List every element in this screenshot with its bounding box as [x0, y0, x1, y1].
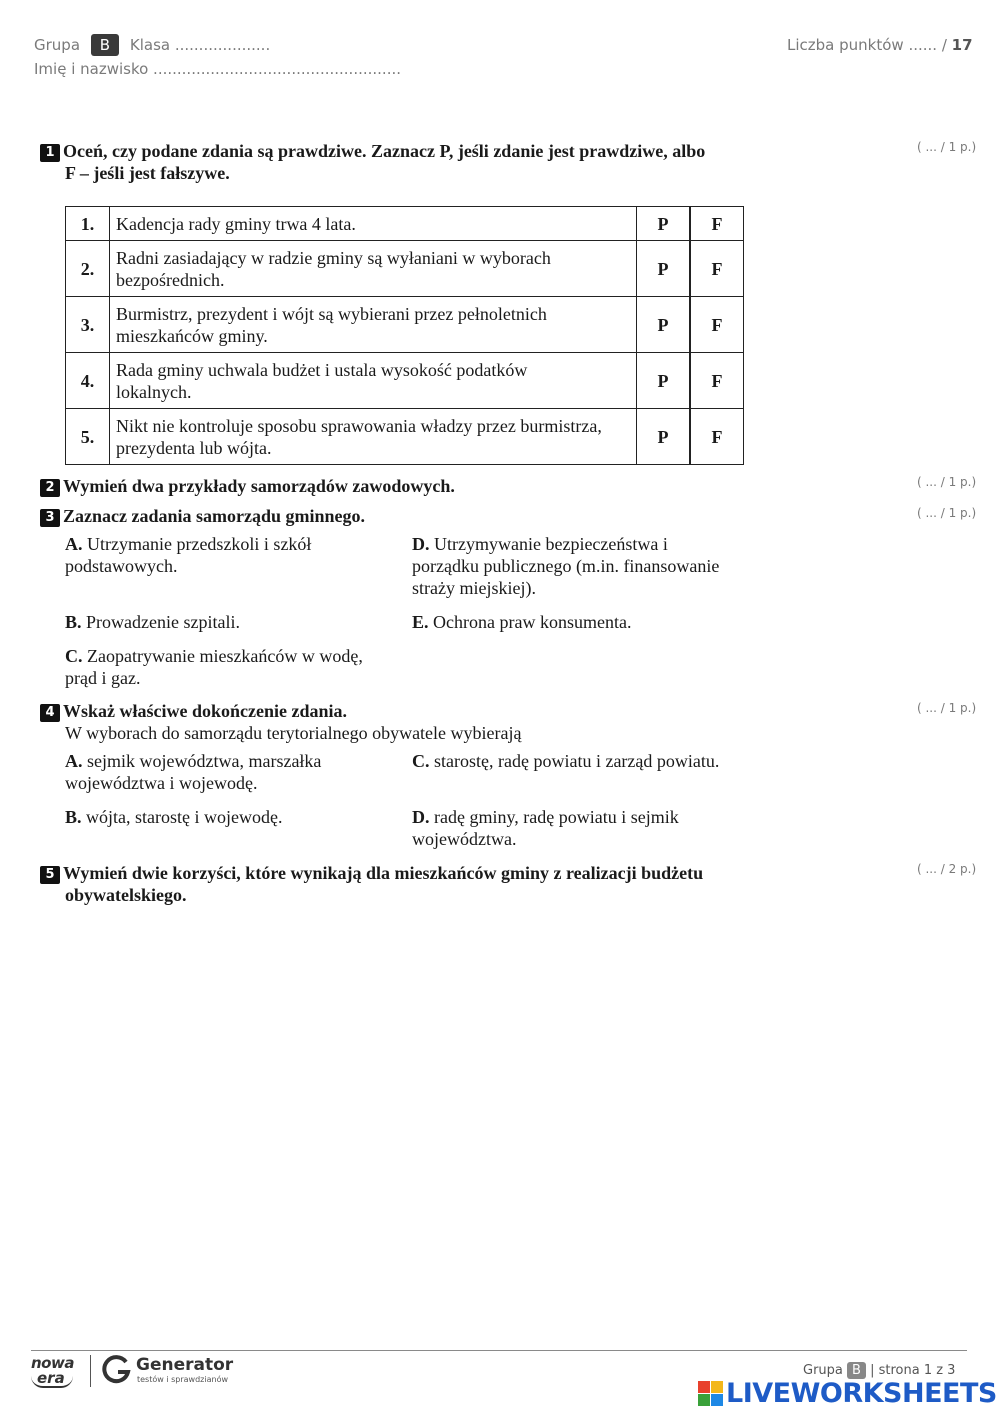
question-5-number: 5: [40, 866, 60, 884]
question-4-stem: W wyborach do samorządu terytorialnego obywatele wybierają: [65, 723, 522, 743]
true-option[interactable]: P: [637, 207, 691, 241]
nowa-era-logo: nowa era: [31, 1354, 74, 1387]
question-3-title: 3 Zaznacz zadania samorządu gminnego.: [40, 505, 365, 527]
footer-page-info: Grupa B | strona 1 z 3: [803, 1363, 956, 1378]
false-option[interactable]: F: [690, 207, 744, 241]
points-total: 17: [951, 36, 973, 54]
row-number: 5.: [66, 409, 110, 465]
question-2-number: 2: [40, 479, 60, 497]
question-4-title: 4 Wskaż właściwe dokończenie zdania.: [40, 700, 347, 722]
statement-text: Radni zasiadający w radzie gminy są wyłaniani w wyborach bezpośrednich.: [110, 241, 637, 297]
row-number: 1.: [66, 207, 110, 241]
false-option[interactable]: F: [690, 297, 744, 353]
question-1-points: ( ... / 1 p.): [917, 140, 977, 154]
q4-option-b[interactable]: B. wójta, starostę i wojewodę.: [65, 807, 283, 827]
row-number: 4.: [66, 353, 110, 409]
header-group-row: [34, 34, 270, 56]
question-1-title: 1 Oceń, czy podane zdania są prawdziwe. Zaznacz P, jeśli zdanie jest prawdziwe, albo F – jeśli jest fałszywe.: [40, 140, 760, 184]
q4-option-a[interactable]: A. sejmik województwa, marszałka województwa i wojewodę.: [65, 751, 322, 793]
q3-option-a[interactable]: A. Utrzymanie przedszkoli i szkół podstawowych.: [65, 534, 312, 576]
question-3-points: ( ... / 1 p.): [917, 506, 977, 520]
table-row: [66, 297, 744, 353]
class-field[interactable]: Klasa ....................: [129, 36, 271, 54]
name-field[interactable]: Imię i nazwisko ....................................................: [34, 60, 401, 78]
false-option[interactable]: F: [690, 353, 744, 409]
group-badge: B: [91, 34, 119, 56]
question-3-number: 3: [40, 509, 60, 527]
q3-option-d[interactable]: D. Utrzymywanie bezpieczeństwa i porządku publicznego (m.in. finansowanie straży miejskiej).: [412, 534, 720, 598]
points-summary: [787, 36, 973, 54]
q4-option-c[interactable]: C. starostę, radę powiatu i zarząd powiatu.: [412, 751, 720, 771]
table-row: [66, 353, 744, 409]
liveworksheets-logo-icon: [698, 1381, 723, 1406]
q3-option-c[interactable]: C. Zaopatrywanie mieszkańców w wodę, prąd i gaz.: [65, 646, 363, 688]
q3-option-b[interactable]: B. Prowadzenie szpitali.: [65, 612, 240, 632]
q3-option-e[interactable]: E. Ochrona praw konsumenta.: [412, 612, 632, 632]
question-2-points: ( ... / 1 p.): [917, 475, 977, 489]
row-number: 2.: [66, 241, 110, 297]
question-4-points: ( ... / 1 p.): [917, 701, 977, 715]
true-option[interactable]: P: [637, 297, 691, 353]
q4-option-d[interactable]: D. radę gminy, radę powiatu i sejmik województwa.: [412, 807, 679, 849]
footer-divider: [31, 1350, 967, 1351]
question-4-number: 4: [40, 704, 60, 722]
liveworksheets-watermark: LIVEWORKSHEETS: [698, 1378, 997, 1408]
table-row: [66, 241, 744, 297]
statement-text: Kadencja rady gminy trwa 4 lata.: [110, 207, 637, 241]
logo-separator: [90, 1355, 91, 1387]
true-option[interactable]: P: [637, 353, 691, 409]
true-false-table: [65, 206, 744, 465]
statement-text: Burmistrz, prezydent i wójt są wybierani przez pełnoletnich mieszkańców gminy.: [110, 297, 637, 353]
points-label[interactable]: Liczba punktów ...... /: [787, 36, 947, 54]
table-row: [66, 207, 744, 241]
false-option[interactable]: F: [690, 409, 744, 465]
true-option[interactable]: P: [637, 409, 691, 465]
group-label: Grupa: [34, 36, 81, 54]
false-option[interactable]: F: [690, 241, 744, 297]
question-2-title: 2 Wymień dwa przykłady samorządów zawodowych.: [40, 475, 455, 497]
generator-g-icon: [100, 1354, 132, 1386]
statement-text: Rada gminy uchwala budżet i ustala wysokość podatków lokalnych.: [110, 353, 637, 409]
table-row: [66, 409, 744, 465]
footer-group-badge: B: [847, 1362, 866, 1379]
question-5-points: ( ... / 2 p.): [917, 862, 977, 876]
true-option[interactable]: P: [637, 241, 691, 297]
question-1-number: 1: [40, 144, 60, 162]
statement-text: Nikt nie kontroluje sposobu sprawowania władzy przez burmistrza, prezydenta lub wójta.: [110, 409, 637, 465]
question-5-title: 5 Wymień dwie korzyści, które wynikają dla mieszkańców gminy z realizacji budżetu obywatelskiego.: [40, 862, 760, 906]
row-number: 3.: [66, 297, 110, 353]
